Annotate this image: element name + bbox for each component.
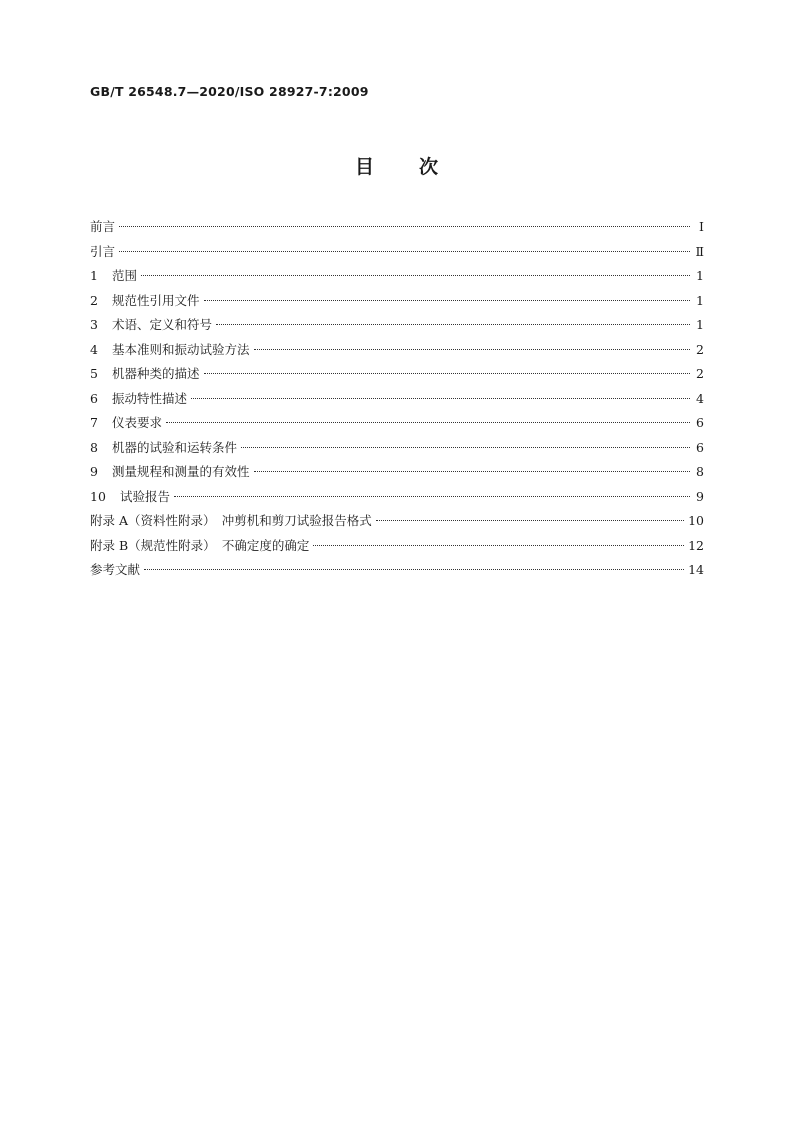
toc-entry-page: Ⅰ	[699, 219, 704, 234]
toc-leader-dots	[376, 520, 684, 521]
toc-entry-label: 附录 B（规范性附录） 不确定度的确定	[90, 537, 310, 553]
toc-entry-page: 6	[696, 439, 704, 455]
toc-entry-9[interactable]	[90, 460, 704, 485]
page-title-part2: 次	[419, 156, 440, 178]
toc-leader-dots	[254, 349, 690, 350]
toc-entry-1[interactable]	[90, 264, 704, 289]
toc-entry-3[interactable]	[90, 313, 704, 338]
toc-entry-10[interactable]	[90, 485, 704, 510]
toc-entry-page: 9	[696, 488, 704, 504]
toc-entry-page: Ⅱ	[695, 243, 704, 259]
toc-leader-dots	[141, 275, 690, 276]
toc-entry-page: 6	[696, 415, 704, 430]
toc-entry-number: 5	[90, 366, 98, 381]
toc-entry-label: 仪表要求	[112, 415, 163, 430]
toc-leader-dots	[119, 251, 690, 252]
toc-entry-page: 8	[696, 464, 704, 479]
toc-entry-7[interactable]	[90, 411, 704, 436]
toc-entry-number: 4	[90, 341, 98, 357]
toc-entry-label: 引言	[90, 243, 116, 259]
toc-entry-label: 范围	[112, 268, 138, 283]
toc-entry-label: 振动特性描述	[112, 390, 188, 406]
toc-leader-dots	[241, 447, 690, 448]
toc-entry-number: 10	[90, 488, 106, 504]
toc-entry-number: 9	[90, 464, 98, 479]
toc-leader-dots	[166, 422, 690, 423]
toc-entry-4[interactable]	[90, 338, 704, 363]
toc-entry-label: 前言	[90, 219, 116, 234]
toc-leader-dots	[144, 569, 684, 570]
toc-entry-label: 试验报告	[120, 488, 171, 504]
toc-entry-8[interactable]	[90, 436, 704, 461]
toc-entry-label: 机器种类的描述	[112, 366, 200, 381]
toc-leader-dots	[204, 300, 690, 301]
toc-entry-page: 1	[696, 268, 704, 283]
toc-entry-label: 规范性引用文件	[112, 292, 200, 308]
toc-entry-label: 术语、定义和符号	[112, 317, 213, 332]
toc-entry-annex-a[interactable]	[90, 509, 704, 534]
page-title	[0, 152, 794, 179]
toc-entry-annex-b[interactable]	[90, 534, 704, 559]
toc-entry-5[interactable]	[90, 362, 704, 387]
standard-code-header: GB/T 26548.7—2020/ISO 28927-7:2009	[90, 84, 369, 99]
toc-entry-page: 10	[688, 513, 704, 528]
toc-entry-page: 4	[696, 390, 704, 406]
toc-entry-page: 1	[696, 317, 704, 332]
toc-entry-number: 3	[90, 317, 98, 332]
toc-entry-label: 测量规程和测量的有效性	[112, 464, 250, 479]
toc-entry-foreword[interactable]	[90, 215, 704, 240]
toc-entry-label: 机器的试验和运转条件	[112, 439, 238, 455]
toc-entry-page: 2	[696, 341, 704, 357]
table-of-contents	[90, 215, 704, 583]
toc-entry-number: 6	[90, 390, 98, 406]
toc-leader-dots	[204, 373, 690, 374]
toc-entry-bibliography[interactable]	[90, 558, 704, 583]
page-title-part1: 目	[354, 156, 375, 178]
toc-entry-number: 8	[90, 439, 98, 455]
toc-entry-page: 12	[688, 537, 704, 553]
toc-entry-page: 14	[688, 562, 704, 577]
toc-entry-number: 1	[90, 268, 98, 283]
toc-entry-2[interactable]	[90, 289, 704, 314]
toc-leader-dots	[216, 324, 690, 325]
toc-entry-number: 2	[90, 292, 98, 308]
toc-leader-dots	[119, 226, 690, 227]
toc-entry-label: 基本准则和振动试验方法	[112, 341, 250, 357]
toc-leader-dots	[191, 398, 690, 399]
toc-leader-dots	[174, 496, 690, 497]
toc-entry-introduction[interactable]	[90, 240, 704, 265]
toc-entry-page: 2	[696, 366, 704, 381]
toc-entry-number: 7	[90, 415, 98, 430]
toc-leader-dots	[254, 471, 690, 472]
toc-entry-6[interactable]	[90, 387, 704, 412]
toc-entry-label: 参考文献	[90, 562, 141, 577]
toc-entry-label: 附录 A（资料性附录） 冲剪机和剪刀试验报告格式	[90, 513, 372, 528]
toc-entry-page: 1	[696, 292, 704, 308]
toc-leader-dots	[313, 545, 684, 546]
